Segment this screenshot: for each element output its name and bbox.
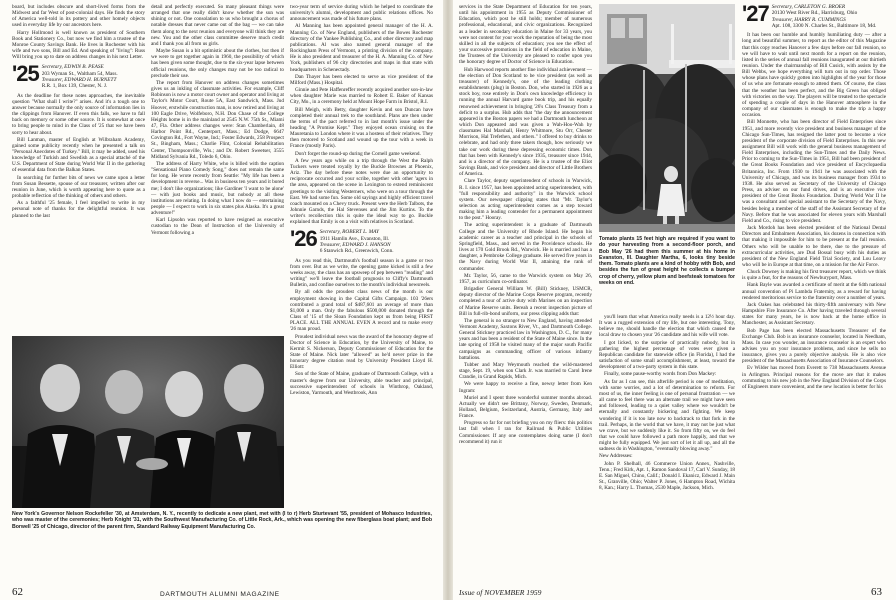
paragraph: The general is no stranger to New England, having attended Vermont Academy, Saxtons River, Vt., and Dartmouth College. General Stickney practiced law in Washington, D. C., for many years and has been a resident of the State of Maine since. In the late spring of 1958 he visited many of the major south Pacific campaigns as commanding officer of various infantry battalions.: [459, 317, 592, 361]
class-officers: [772, 4, 877, 29]
paragraph: board, but includes obscure and short-lived forms from the Midwest and far West of post-colonial days. He finds the story of America well-told in its pottery and other homely objects used in everyday life by our ancestors here.: [12, 4, 145, 29]
issue-date: Issue of NOVEMBER 1959: [459, 588, 542, 597]
paragraph: Bob Page has been elected Massachusetts Treasurer of the Exchange Club. Bob is an insurance counselor, located in Needham, Mass. In case you wonder, an insurance counselor is an expert who advises you on your insurance problems, and since he sells no insurance, gives you a purely objective analysis. He is also vice president of the Massachusetts Association of Insurance Counselors.: [742, 327, 886, 365]
secretary-address: 203 Wyman St., Waltham 54, Mass.: [41, 70, 118, 77]
right-page: [453, 0, 896, 600]
paragraph: I got licked, to the surprise of practically nobody, but in gathering the highest percentage of votes ever given a Republican candidate for statewide office (in Florida), I had the satisfaction of some small accomplishment, at least, toward the development of a two-party system in this state.: [599, 339, 735, 371]
paragraph: A few years ago while on a trip through the West the Ralph Tuckers were treated royally by the Buckle Brownes at Phoenix, Ariz. The day before these notes were due an opportunity to reciprocate occurred and your scribe, together with other 'agers in the area, appeared on the scene in Lexington to extend reminiscent greetings to the visiting Westerners, who were on a tour through the East. We had some fun. Some old sayings and highly efficient travel coach mounted on a Chevy truck. Present were the Herb Talbots, the Johnnie Garnds, the Hal Stevenses and the Jim Kurtins. To the writer's recollection this is quite the ideal way to go. Buckle explained that Emily is on a visit with relatives in Scotland.: [290, 157, 433, 226]
right-column-1: [459, 4, 592, 586]
paragraph: Proudest individual news was the award of the honorary degree of Doctor of Science in Education, by the University of Maine, to Kermit S. Nickerson, Deputy Commissioner of Education for the State of Maine. Nick later "allowed" as he'd never prize in the honorary degree citation read by University President Lloyd H. Elliott:: [290, 333, 433, 371]
treasurer-address: R.R. 1, Box 139, Chester, N. J.: [41, 83, 108, 90]
class-year: '26: [290, 226, 317, 252]
paragraph: Tubber and Mary Weymouth reached the wild-mastered stage, Sept. 19, when son Clark Jr. was married to Carol Irene Crandie, in Grand Rapids, Mich.: [459, 361, 592, 381]
paragraph: Maybe Susan is a bit optimistic about the clothes, but then if we were to get together again in 1960, the possibility of which has been given some thought, due to the six-year lapse between official reunions, the only changes may not be too radical to preclude their use.: [151, 48, 284, 79]
paragraph: Don't forget the round-up during the Cornell game weekend.: [295, 150, 421, 157]
paragraph: The report from Hanover on address changes sometimes gives us an inkling of classmate activities. For example, Cliff Robinson is now a motor court owner and operator and living at Taylor's Motor Court, Route 5A, East Sandwich, Mass. Jud Hoover, erstwhile construction man, is now retired and living at 100 Eagle Drive, Wolfeboro, N.H. Don Chase of the College Heights home is in the mainland at 2545 N.W. 75th St., Miami 47, Fla. Other address changes were: Stan Chamberlain, 48 Harbor Point Rd., Centerport, Mass.; Ed Dodge, 6647 Covington Rd., Fort Wayne, Ind.; Foster Edwards, 258 Prospect St., Bingham, Mass.; Charlie Flint, Colonial Rehabilitation Center, Thompsonville, Wis.; and Dr. Robert Sweetser, 3555 Midland Sylvania Rd., Toledo 6, Ohio.: [151, 79, 284, 160]
treasurer-line: Treasurer, EDWARD H. BURNETT: [41, 77, 117, 83]
paragraph: It has been our humble and humbly humiliating duty — after a long and beautiful summer, to report as the editor of this Magazine that this copy reaches Hanover a few days before our fall reunion, so we will have to wait until next month for a report on the reunion, listed in the series of annual fall reunions inaugurated at our thirtieth reunion. Under the chairmanship of Bill Cusick, with assists by the Bill Webbs, we hope everything will turn out in top order. Those whose plans have quickly gotten into highlights of the year for those of us who are fortunate enough to attend them. Of course, the class that the weather has been perfect, and the Big Green has obliged with victories on the way. The players will be treated to the spectacle of spending a couple of days in the Hanover atmosphere in the company of our classmates is enough to make the trip a happy occasion.: [742, 32, 886, 119]
paragraph: Dan Thayer has been elected to serve as vice president of the Milford (Mass.) Hospital.: [290, 73, 433, 86]
class-heading-27: [742, 4, 886, 29]
paragraph: Jack Mordoh has been elected president of the National Dental Directors and Embalmers Association, his dozens in connection with that making it impossible for him to be present at the fall reunion. Others who will be unable to be there, due to the pressure of extracurricular activities, are Dud Bossal busy with his duties as president of the New England Field Trial Society, and Lou Leavy who will be in Europe at that time, on a mission for the Air Force.: [742, 225, 886, 268]
publication-name: DARTMOUTH ALUMNI MAGAZINE: [160, 591, 280, 598]
secretary-line: Secretary, CARLETON G. BROER: [771, 4, 846, 10]
paragraph: Hank Bayle was awarded a certificate of merit at the 64th national annual convention of Pi Lambda Fraternity, as a reward for having rendered meritorious service to the fraternity over a number of years.: [742, 282, 886, 301]
group-photo: [12, 336, 284, 508]
paragraph: In searching for further bits of news we came upon a letter from Susan Bessette, spouse of our treasurer, written after our reunion in June, which is worth appearing here to quote as a probable reflection of the thinking of others and others.: [12, 174, 145, 200]
tomato-photo-image: [599, 4, 735, 232]
paragraph: Bill Monnette, who has been director of Field Enterprises since 1951, and more recently vice president and business manager of the Chicago Sun-Times, has resigned the latter post to become a vice president of the corporate division of Field Enterprises. In this new assignment Bill will work with the general business management of Field Enterprises, including the Sun-Times and the Daily News. Prior to coming to the Sun-Times in 1951, Bill had been president of the Great Books Foundation and vice president of Encyclopaedia Britannica, Inc. From 1930 to 1941 he was associated with the University of Chicago, and was its business manager from 1934 to 1938. He also served as Secretary of the University of Chicago Press, an adviser on our fund drives, and is an executive vice president of the Great Books Foundation. During World War II he was a consultant and special assistant to the Secretary of the Navy, besides being a member of the staff of the Assistant Secretary of the Navy. Before that he was associated for eleven years with Marshall Field and Co., rising to vice president.: [742, 119, 886, 224]
page-gutter: [443, 0, 453, 600]
right-column-2: [599, 314, 735, 584]
treasurer-address: Apt. 108, 3300 N. Charles St., Baltimore 18, Md.: [771, 22, 877, 29]
paragraph: John P. Shelhall, 46 Commerce Union Annex, Nashville, Tenn.; Fred Kirk, Apt. 1, Ramon Sandoval 17, Carl V. Sunday, 18 E. San Miguel, Chino, Calif.; Donald I. Ekanicz, Edward J. Main St., Granville, Ohio; Walter P. Jones, 6 Hampton Road, Wichita 8, Kan.; Harry L. Thomas, 2530 Maple, Jackson, Mich.: [599, 460, 735, 492]
paragraph: Muriel and I spent three wonderful summer months abroad. Actually we didn't see Brittany, Norway, Sweden, Denmark, Holland, Belgium, Switzerland, Austria, Germany, Italy and France.: [459, 394, 592, 420]
left-footer-publication: [160, 588, 280, 598]
paragraph: Al Manning has been appointed general manager of the H. A. Manning Co. of New England, publishers of the Bowes Rochester directory of the Yankee Publishing Co., and other directory and map publications. Al was also named general manager of the Rockingham Press of Vermont, a printing division of the company. He is also president and treasurer of the H. A. Manning Co. of New York, publishers of 96 city directories and maps in that state with headquarters in Schenectady.: [290, 23, 433, 73]
secretary-address: 20130 West River Rd., Harrisburg, Ohio: [771, 10, 858, 17]
paragraph: Brigadier General William W. (Bill) Stickney, USMCR, deputy director of the Marine Corps Reserve program, recently completed a tour of active duty with Marines on an inspection of Marine Reserve units. Bereah a recent inspection picture of Bill in full-rib-bond uniform, our press clipping adds that:: [459, 286, 592, 317]
left-page: [0, 0, 443, 600]
class-officers: [320, 229, 394, 254]
paragraph: two-year term of service during which he helped to coordinate the university's alumni, development and public relations offices. No announcement was made of his future plans.: [290, 4, 433, 23]
paragraph: As the deadline for these notes approaches, the inevitable question "What shall I write?" arises. And it's a tough one to answer because normally the only source of information lies in the clippings from Hanover. If even this falls, we have to fall back on memory or some other source. It is somewhat at once to bring people to mind in the Class of '25 that we have been sorry to hear about.: [12, 92, 145, 136]
paragraph: The acting superintendent is a graduate of Dartmouth College and the University of Rhode Island. He began his academic career as a teacher and principal in the schools of Springfield, Mass., and served in the Providence schools. He lives at 170 Gold Brook Rd., Warwick. He is married and has a daughter, a Pembroke College graduate. He served five years in the Navy during World War II, attaining the rank of commander.: [459, 222, 592, 272]
right-column-3: [742, 4, 886, 586]
tomato-photo: [599, 4, 735, 232]
left-column-3: [290, 4, 433, 586]
paragraph: Harry Hollmond is well known as president of Southern Book and Stationery Co., but now we find him a trustee of the Monroe County Savings Bank. He lives in Rochester with his wife and two sons, Bill and Ed. And speaking of "living": Russ Will bring you up to date on address changes in his next Letter.: [12, 29, 145, 61]
tomato-photo-caption: Tomato plants 15 feet high are required if you want to do your harvesting from a second-floor porch, and Bob May '26 had them this summer at his home in Evanston, Ill. Daughter Martha, 6, looks tiny beside them. Tomato plants are a kind of hobby with Bob, and besides the fun of great height he collects a bumper crop of cherry, yellow plum and beefsteak tomatoes for weeks on end.: [599, 236, 735, 287]
group-photo-caption: New York's Governor Nelson Rockefeller '30, at Amsterdam, N. Y., recently to dedicate a new plant, met with (l to r) Herb Sturtevant '55, president of Mohasco Industries, who was master of the ceremonies; Herb Knight '31, with the Southwest Manufacturing Co. of Little Rock, Ark., which was opening the new fiberglass boat plant; and Bob Borwell '25 of Chicago, director of the parent firm, Standard Railway Equipment Manufacturing Co.: [12, 511, 432, 530]
paragraph: New Addresses:: [599, 453, 633, 460]
paragraph: services in the State Department of Education for ten years, until his appointment in 1955 as Deputy Commissioner of Education, which post he still holds; member of numerous professional, educational, and civic organizations. Recognized as a leader in secondary education in Maine for 33 years, you were not content for your work the reputation of being the most skilled in all the subjects of education; you see the effect of your successive promotions in the field of education in Maine, the Trustees of the University are pleased to confer upon you the honorary degree of Doctor of Science in Education.: [459, 4, 592, 66]
paragraph: Karl Lipsohn was reported to have resigned as executive custodian to the Dean of Instruction of the University of Vermont following a: [151, 217, 284, 236]
paragraph: Bill Meigh, with Betty, daughter Kevin and son Duncan have completed their annual trek to the southland. Plans are then under the terms of the pact referred to in last month's issue under the heading "A Promise Kept." They enjoyed ocean cruising on the Mauretania to London where it was a hostess of their relatives. They then motored to Scotland and wound up the tour with a week in France (mostly Paris).: [290, 106, 433, 150]
page-number: 62: [12, 586, 23, 598]
paragraph: detail and perfectly executed. So many pleasant things were arranged that one really didn't know whether the sun was shining or not. One consolation to us who brought a chorus of notable dresses that never came out of the bag — we can take them along to the next reunion and everyone will think they are new. You and the other class committee deserve much credit and I thank you all from us girls.: [151, 4, 284, 47]
paragraph: As you read this, Dartmouth's football season is a game or two from over. But as we write, the opening game kicked is still a few weeks away, the class has an upsweep of pep between "reading" and writing" we'll leave the football prognosis to Cliffy's Dartmouth Bulletin, and confine ourselves to the month's individual newsreels.: [290, 257, 433, 289]
class-heading-25: [12, 61, 145, 90]
paragraph: Progress so far for not briefing you on my fliers: this politics last fall when I ran for Railroad & Public Utilities Commissioner. If any one contemplates doing same (I don't recommend it) run it: [459, 420, 592, 445]
paragraph: Ginnie and Pete Haffenreffer recently acquired another son-in-law when daughter Marie was married to Robert E. Baker of Kansas City, Mo., in a ceremony held at Mount Hope Farm in Bristol, R.I.: [290, 87, 433, 106]
paragraph: As a faithful '25 female, I feel impelled to write in my personal note of thanks for the delightful reunion. It was planned to the last: [12, 200, 145, 219]
paragraph: Hub Harwood reports another fine individual achievement — the election of Don Scotland to be vice president (as well as treasurer) of Kennedy's, one of the leading clothing establishments (plug) in Boston. Don, who started in 1926 as a stock boy, rose entirely in Don's own knowledge efficiency in running the annual Harvard game book trip, and his equally renowned achievement in bringing '26's Class Treasury from a deficit to a surplus. Hub adds that "the day the announcement appeared in the Boston papers we had a Dartmouth luncheon at which Don appeared and was given a Wah-Hoo-Wah by classmates Hal Marshall, Henry Whitmore, Stu Orr, Chester Morrison, Hal Trefethen, and others." I offered to buy drinks to celebrate, and had only three takers though, how seriously we take our work during these depressing economic times. Don that has been with Kennedy's since 1935, treasurer since 1944, and is a director of the company. He is a trustee of the Eliot Savings Bank, and vice president and director of Little Brothers of America.: [459, 66, 592, 178]
treasurer-line: Treasurer, EDWARD J. HANSON: [319, 242, 391, 249]
paragraph: Finally, some pause-worthy words from Don Mackey:: [604, 371, 717, 378]
paragraph: As far as I can see, this afterlife period is one of meditation, with some worries, and a lot of determination to reform. For most of us, the inner feeling is one of personal frustration — we all came to feel there was an alternate trail we might have seen and followed, leading to a quiet valley where we wouldn't be eternally and constantly bickering and fighting. We keep wondering if it is too late now to backtrack to that fork in the trail. Perhaps, in the world that we have, it may not be just what we crave, but we suddenly like it. So from fifty on, we do feel that we could have followed a path more happily, and that we might be fully equipped. We just sort of let it all up, and all the sadness do in Washington, "eventually blowing away.": [599, 378, 735, 453]
secretary-line: Secretary, ROBERT L. MAY: [319, 229, 379, 236]
right-footer-issue: [459, 587, 541, 597]
secretary-line: Secretary, EDWIN B. PEASE: [41, 64, 104, 71]
left-footer: [12, 586, 23, 598]
paragraph: Ev Wilder has moved from Everett to 738 Massachusetts Avenue in Arlington. Principal reasons for the move are that it makes commuting to his new job in the New England Division of the Corps of Engineers more convenient, and the new location is better for his: [742, 365, 886, 390]
paragraph: Mr. Taylor, 56, came to the Warwick system on May 26, 1957, as curriculum co-ordinator.: [459, 272, 592, 285]
class-year: '27: [742, 4, 769, 26]
treasurer-line: Treasurer, HARRY R. CUMMINGS: [771, 16, 846, 23]
paragraph: Son of the State of Maine, graduate of Dartmouth College, with a master's degree from our University, able teacher and principal, successive superintendent of schools in Winthrop, Oakland, Lewiston, Yarmouth, and Westbrook, Ann: [290, 371, 433, 396]
paragraph: We were happy to receive a fine, newsy letter from Ken Ingram:: [459, 381, 592, 394]
right-footer: [871, 586, 882, 598]
paragraph: By all odds the proudest class news of the month is our employment showing in the Capital Gifts Campaign. 103 '26ers contributed a grand total of $487,601 an average of more than $1,000 a man. Only the fabulous $500,000 donated through the Class of '15 of the Sloan Foundation kept us from being FIRST PLACE. ALL THE ANNUAL EVEN A record and to make every '26 man proud.: [290, 289, 433, 333]
class-officers: [42, 64, 118, 89]
class-year: '25: [12, 61, 39, 87]
left-column-2: [151, 4, 284, 330]
paragraph: you'll learn that what America really needs is a 12½ hour day. It was a rugged extension of my life, but one interesting. Tony, believe me, should handle the election that which caused the local draw to chosen your '26 candidate and his wife will vote.: [599, 314, 735, 339]
paragraph: Jack Oakes has celebrated his thirty-fifth anniversary with New Hampshire Fire Insurance Co. After having traveled through several states for many years, he is now back at the home office in Manchester, as Assistant Secretary.: [742, 301, 886, 327]
paragraph: Bill Lanman, master of English at Wilbraham Academy, gained some publicity recently when he presented a talk on "Personal Anecdotes of Turkey." Bill, it may be added, used his knowledge of Turkish and Swedish as a special attaché of the U.S. Department of State during World War II in the gathering of essential data from the Balkan States.: [12, 136, 145, 174]
page-number: 63: [871, 586, 882, 598]
group-photo-image: [12, 336, 284, 508]
paragraph: The address of Harry White, who is billed with the caption "Sensational Piano Comedy Song," does not remain the same for long. He wrote recently from Seattle: "My life has been a development in reverse... Was in business ten years and it bored me; I don't like organizations; like Gardiner 'I want to be alone' — with just books and music, but nobody at all these institutions are relating. In doing what I now do — entertaining people — I expect to work in six states plus Alaska. It's a great adventure!": [151, 160, 284, 217]
paragraph: Chuck Downey is making his first treasurer report, which we think is quite a feat, for the reasons of Newburyport, Mass.: [742, 269, 886, 282]
paragraph: Clare Taylor, deputy superintendent of schools in Warwick, R. I. since 1957, has been appointed acting superintendent, with "full responsibility and authority" in the Warwick school system. Our newspaper clipping states that "Mr. Taylor's selection as acting superintendent comes as a step toward making him a leading contender for a permanent appointment to the post." Hooray.: [459, 178, 592, 222]
treasurer-address: 6 Stanwich Rd., Greenwich, Conn.: [319, 248, 394, 255]
secretary-address: 1911 Hamlin Ave., Evanston, Ill.: [319, 235, 390, 242]
class-heading-26: [290, 226, 433, 255]
